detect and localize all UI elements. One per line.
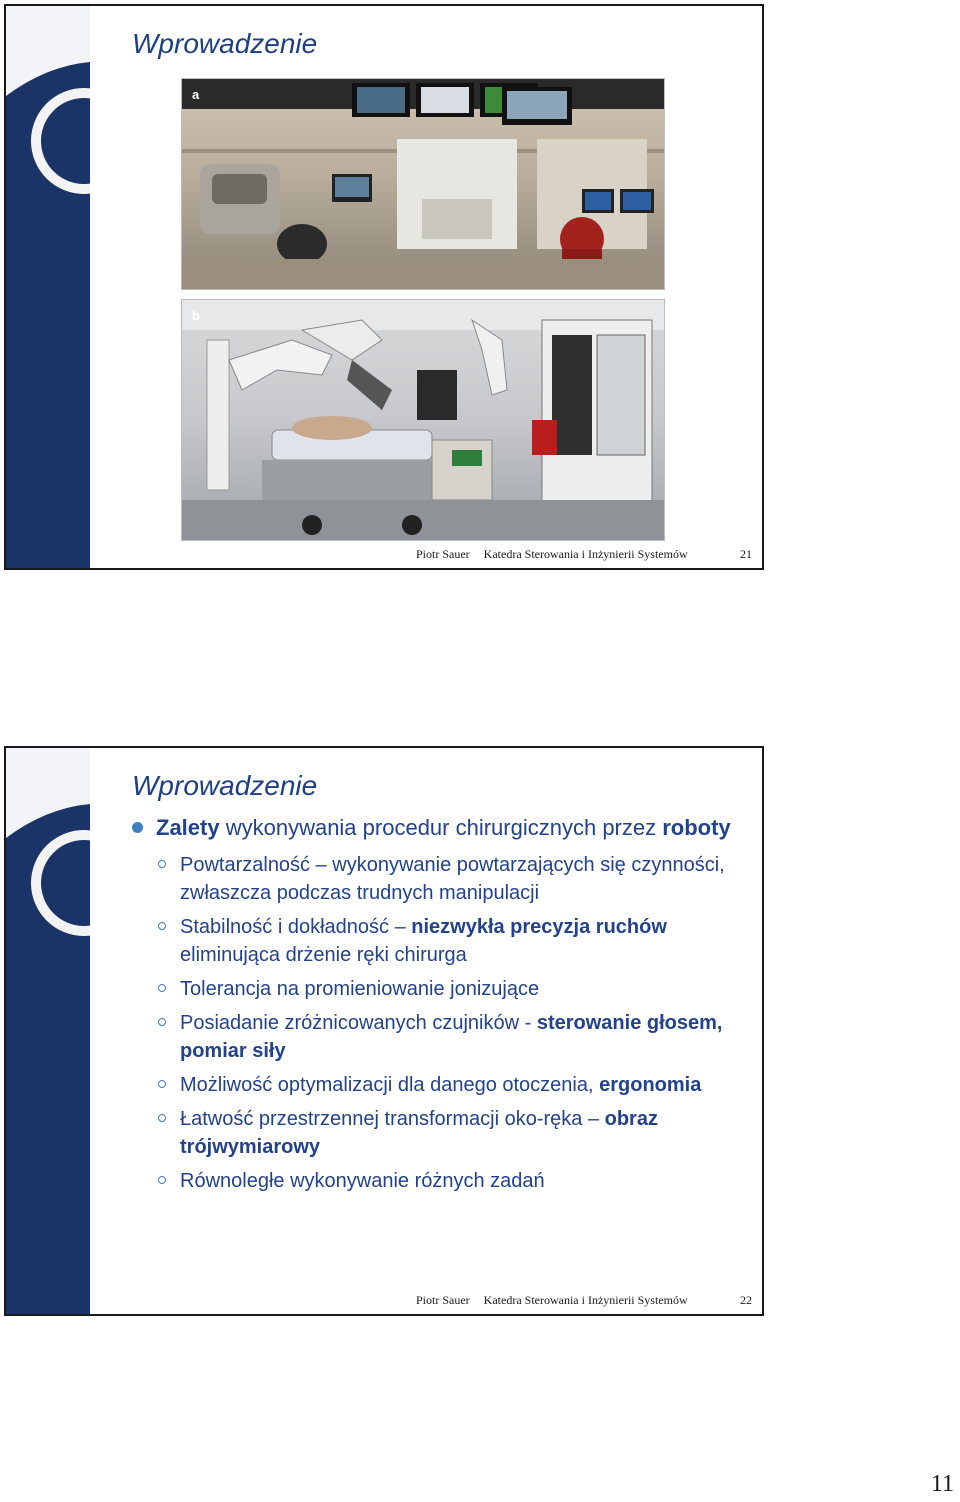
sidebar-decoration bbox=[6, 6, 90, 570]
sub-bullet-text: Możliwość optymalizacji dla danego otoczenia, bbox=[180, 1074, 600, 1096]
bullet-circle-icon bbox=[158, 1176, 166, 1184]
sub-bullet-text: eliminująca drżenie ręki chirurga bbox=[180, 944, 467, 966]
slide-footer bbox=[416, 1293, 752, 1308]
robotic-lab-photo-b bbox=[181, 299, 665, 541]
bullet-circle-icon bbox=[158, 984, 166, 992]
lab-illustration-a bbox=[182, 79, 664, 289]
bullet-circle-icon bbox=[158, 1114, 166, 1122]
slide-sidebar bbox=[6, 748, 90, 1314]
footer-department: Katedra Sterowania i Inżynierii Systemów bbox=[483, 547, 688, 561]
sub-bullet-item bbox=[132, 1071, 742, 1099]
sub-bullet-text: Łatwość przestrzennej transformacji oko-ręka – bbox=[180, 1108, 605, 1130]
sub-bullet-item bbox=[132, 1105, 742, 1161]
bullet-circle-icon bbox=[158, 1018, 166, 1026]
sub-bullet-item bbox=[132, 1167, 742, 1195]
slide-22 bbox=[4, 746, 764, 1316]
main-bullet-bold: Zalety bbox=[156, 815, 220, 840]
sub-bullet-item bbox=[132, 851, 742, 907]
photo-label-b: b bbox=[192, 308, 200, 323]
sub-bullet-bold-text: obraz trójwymiarowy bbox=[180, 1108, 658, 1158]
sub-bullet-text: Równoległe wykonywanie różnych zadań bbox=[180, 1170, 545, 1192]
sub-bullet-bold-text: sterowanie głosem, pomiar siły bbox=[180, 1012, 723, 1062]
main-bullet bbox=[132, 812, 742, 843]
sub-bullet-bold-text: ergonomia bbox=[599, 1074, 702, 1096]
sub-bullet-bold-text: niezwykła precyzja ruchów bbox=[411, 916, 667, 938]
slide-title: Wprowadzenie bbox=[132, 770, 318, 801]
slide-content bbox=[132, 812, 742, 1201]
photo-label-a: a bbox=[192, 87, 200, 102]
sub-bullet-item bbox=[132, 975, 742, 1003]
sub-bullet-item bbox=[132, 1009, 742, 1065]
footer-department: Katedra Sterowania i Inżynierii Systemów bbox=[483, 1293, 688, 1307]
lab-illustration-b bbox=[182, 300, 664, 540]
sidebar-decoration bbox=[6, 748, 90, 1316]
footer-slide-number: 21 bbox=[740, 547, 752, 561]
sub-bullet-item bbox=[132, 913, 742, 969]
footer-author: Piotr Sauer bbox=[416, 547, 470, 561]
main-bullet-text: wykonywania procedur chirurgicznych przez bbox=[219, 815, 663, 840]
slide-21 bbox=[4, 4, 764, 570]
sub-bullet-text: Tolerancja na promieniowanie jonizujące bbox=[180, 978, 540, 1000]
bullet-circle-icon bbox=[158, 922, 166, 930]
footer-author: Piotr Sauer bbox=[416, 1293, 470, 1307]
bullet-circle-icon bbox=[158, 860, 166, 868]
slide-sidebar bbox=[6, 6, 90, 568]
robotic-lab-photo-a bbox=[181, 78, 665, 290]
sub-bullet-text: Powtarzalność – wykonywanie powtarzających się czynności, zwłaszcza podczas trudnych manipulacji bbox=[180, 854, 725, 904]
bullet-circle-icon bbox=[158, 1080, 166, 1088]
slide-footer bbox=[416, 547, 752, 562]
sub-bullet-text: Stabilność i dokładność – bbox=[180, 916, 412, 938]
sub-bullet-text: Posiadanie zróżnicowanych czujników - bbox=[180, 1012, 537, 1034]
footer-slide-number: 22 bbox=[740, 1293, 752, 1307]
main-bullet-bold-end: roboty bbox=[662, 815, 731, 840]
sub-bullet-list bbox=[132, 851, 742, 1195]
page-number: 11 bbox=[930, 1471, 954, 1497]
slide-title: Wprowadzenie bbox=[132, 28, 318, 59]
bullet-dot-icon bbox=[132, 822, 143, 833]
